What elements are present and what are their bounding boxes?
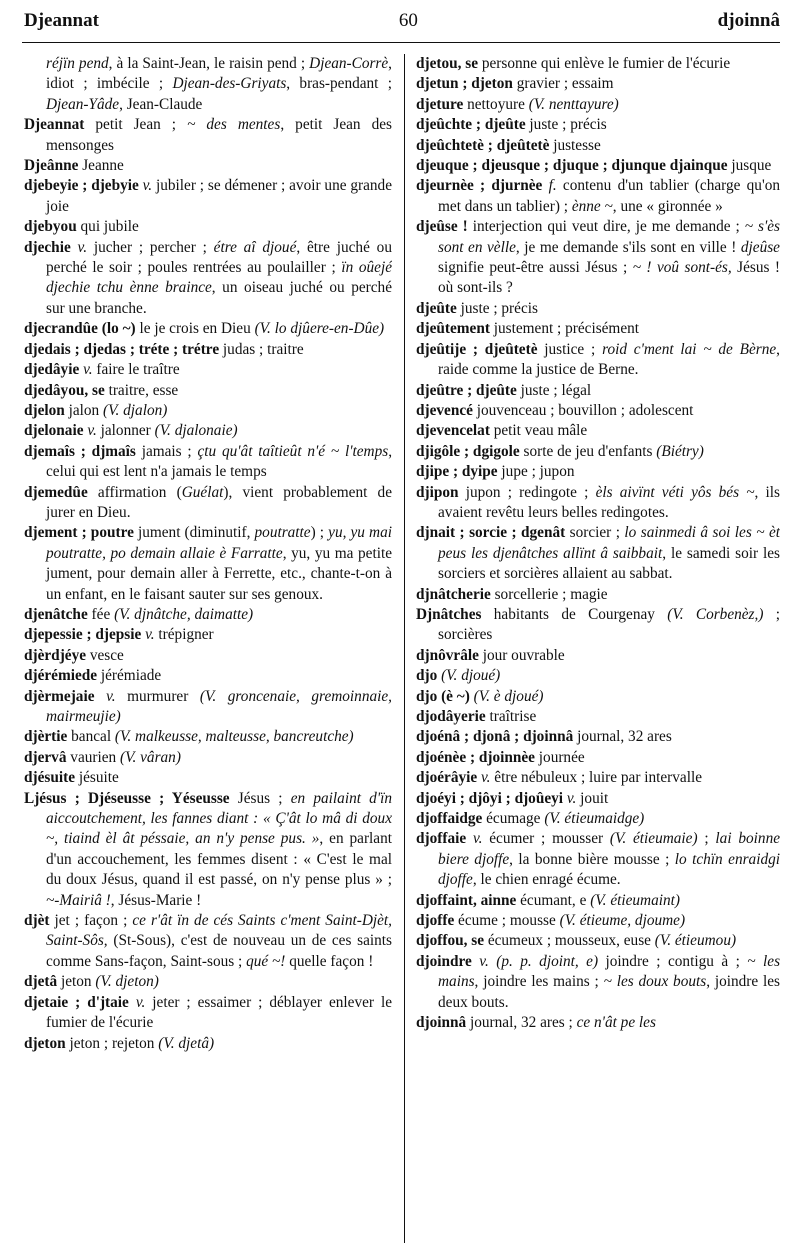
dictionary-entry <box>416 768 780 788</box>
entry-text: Jésus ! où sont-ils ? <box>438 259 780 297</box>
dictionary-entry <box>416 789 780 809</box>
italic-text: (V. groncenaie, gremoinnaie, mairmeujie) <box>46 687 392 725</box>
headword: Ljésus ; Djéseusse ; Yéseusse <box>24 789 230 807</box>
dictionary-entry <box>416 891 780 911</box>
headword: djoindre <box>416 952 472 970</box>
headword: Djeânne <box>24 157 79 175</box>
entry-text: signifie peut-être aussi Jésus ; <box>438 259 633 277</box>
italic-text: ènne ~ <box>571 197 613 215</box>
dictionary-entry <box>416 523 780 584</box>
italic-text: (V. étieumaie) <box>609 830 698 848</box>
entry-text: qui jubile <box>76 218 139 236</box>
entry-text: habitants de Courgenay <box>481 605 668 623</box>
italic-text: djeûse <box>740 238 780 256</box>
italic-text: Guélat <box>181 483 224 501</box>
entry-text: juste ; légal <box>516 381 592 399</box>
dictionary-entry <box>416 95 780 115</box>
dictionary-entry <box>416 421 780 441</box>
entry-text: vesce <box>86 646 124 664</box>
entry-text: faire le traître <box>92 361 180 379</box>
dictionary-entry <box>416 136 780 156</box>
entry-text <box>95 688 107 705</box>
dictionary-entry <box>416 646 780 666</box>
dictionary-entry <box>24 666 392 686</box>
dictionary-entry <box>24 54 392 115</box>
entry-text: jésuite <box>75 769 119 787</box>
dictionary-entry <box>416 931 780 951</box>
dictionary-entry <box>416 666 780 686</box>
italic-text: v. <box>472 830 483 848</box>
dictionary-entry <box>24 319 392 339</box>
dictionary-entry <box>24 768 392 788</box>
headword: djèt <box>24 912 50 930</box>
page-number: 60 <box>398 10 418 31</box>
italic-text: (V. étieume, djoume) <box>559 912 686 930</box>
entry-text: , le samedi soir les sorciers et sorcières allaient au sabbat. <box>438 544 780 583</box>
entry-text: jeton <box>57 973 96 991</box>
italic-text: en pailaint d'ïn aiccoutchement, les fannes diant : « Ç'ât lo mâ di doux ~, tiaind èl ât péssaie, an n'y pense pus. » <box>46 789 392 848</box>
dictionary-entry <box>24 687 392 728</box>
left-running-head: Djeannat <box>24 10 99 31</box>
entry-text: juste ; précis <box>456 299 538 317</box>
headword: djo <box>416 667 438 685</box>
headword: djnôvrâle <box>416 646 479 664</box>
entry-text: petit Jean ; <box>84 116 188 134</box>
headword: djevencelat <box>416 422 490 440</box>
italic-text: (V. étieumou) <box>654 932 737 950</box>
italic-text: ~-Mairiâ ! <box>46 891 111 909</box>
headword: djèrtie <box>24 728 68 746</box>
dictionary-entry <box>24 605 392 625</box>
entry-text: journal, 32 ares <box>573 728 672 746</box>
dictionary-entry <box>416 911 780 931</box>
italic-text: (V. djeton) <box>95 973 159 991</box>
headword: djoffe <box>416 912 455 930</box>
dictionary-entry <box>416 727 780 747</box>
entry-text: , une « gironnée » <box>612 197 723 215</box>
headword: djoérâyie <box>416 769 478 787</box>
headword: djechie <box>24 238 71 256</box>
headword: djèrdjéye <box>24 646 87 664</box>
entry-text: jument (diminutif, <box>133 524 255 542</box>
dictionary-entry <box>416 687 780 707</box>
dictionary-entry <box>24 217 392 237</box>
entry-text <box>71 239 78 256</box>
headword: djedâyou, se <box>24 381 105 399</box>
entry-text: justement ; précisément <box>489 320 640 338</box>
dictionary-entry <box>416 299 780 319</box>
italic-text: (V. djalon) <box>103 401 168 419</box>
italic-text: poutratte <box>254 524 311 542</box>
headword: djepessie ; djepsie <box>24 626 142 644</box>
dictionary-entry <box>416 340 780 381</box>
italic-text: (V. nenttayure) <box>528 95 619 113</box>
headword: djemedûe <box>24 483 88 501</box>
headword: djeûse ! <box>416 218 468 236</box>
column-divider <box>404 54 405 1243</box>
dictionary-entry <box>416 74 780 94</box>
italic-text: v. <box>83 361 93 379</box>
italic-text: ce n'ât pe les <box>576 1014 656 1032</box>
headword: djeûchtetè ; djeûtetè <box>416 136 550 154</box>
entry-text: ; sorcières <box>438 605 780 644</box>
italic-text: v. <box>145 626 155 644</box>
entry-text: écumeux ; mousseux, euse <box>484 932 655 950</box>
dictionary-entry <box>416 605 780 646</box>
headword: djebeyie ; djebyie <box>24 177 139 195</box>
dictionary-entry <box>416 381 780 401</box>
entry-text: jalonner <box>96 422 155 440</box>
headword: djedais ; djedas ; tréte ; trétre <box>24 340 220 358</box>
dictionary-entry <box>24 727 392 747</box>
headword: Djnâtches <box>416 605 482 623</box>
entry-text: écumer ; mousser <box>482 830 610 848</box>
headword: djoffaie <box>416 830 467 848</box>
italic-text: v. (p. p. djoint, e) <box>479 952 599 970</box>
entry-text: , être juché ou perché le soir ; poules rentrées au poulailler ; <box>46 238 392 277</box>
dictionary-entry <box>416 809 780 829</box>
italic-text: Djean-Yâde <box>46 95 120 113</box>
italic-text: (V. étieumaint) <box>590 891 680 909</box>
headword: djo (è ~) <box>416 687 470 705</box>
italic-text: ~ les doux bouts <box>603 973 707 991</box>
headword: djoffaidge <box>416 810 483 828</box>
dictionary-entry <box>24 993 392 1034</box>
entry-text: , Jean-Claude <box>119 95 203 113</box>
entry-text: contenu d'un tablier (charge qu'on met dans un tablier) ; <box>438 177 780 215</box>
dictionary-entry <box>416 585 780 605</box>
dictionary-entry <box>24 911 392 972</box>
italic-text: (Biétry) <box>656 442 704 460</box>
entry-text: affirmation ( <box>87 483 182 501</box>
headword: djipon <box>416 483 459 501</box>
entry-text: (St-Sous), c'est de nouveau un de ces saints comme Sans-façon, Saint-sous ; <box>46 932 392 970</box>
entry-text: fée <box>87 605 115 623</box>
headword: djedâyie <box>24 361 80 379</box>
italic-text: (V. Corbenèz,) <box>667 605 764 623</box>
headword: djoéyi ; djôyi ; djoûeyi <box>416 789 564 807</box>
entry-text: ; <box>697 830 716 848</box>
entry-text: , le chien enragé écume. <box>472 871 621 889</box>
headword: djelon <box>24 401 65 419</box>
entry-text: , petit Jean des mensonges <box>46 116 392 154</box>
dictionary-entry <box>24 789 392 911</box>
headword: djebyou <box>24 218 77 236</box>
dictionary-entry <box>24 646 392 666</box>
italic-text: (V. djnâtche, daimatte) <box>114 605 254 623</box>
headword: djèrmejaie <box>24 687 95 705</box>
entry-text: , yu, yu ma petite jument, pour demain aller à Ferrette, etc., chante-t-on à un enfant, en le faisant sauter sur ses genoux. <box>46 544 392 603</box>
italic-text: ~ ! voû sont-és, <box>632 259 732 277</box>
italic-text: lai boinne biere djoffe <box>438 830 780 868</box>
dictionary-entry <box>416 176 780 217</box>
page-header <box>24 10 780 40</box>
entry-text: , à la Saint-Jean, le raisin pend ; <box>108 55 310 72</box>
entry-text: murmurer <box>115 687 200 705</box>
entry-text: traîtrise <box>485 708 537 725</box>
headword: djeûchte ; djeûte <box>416 116 526 134</box>
dictionary-entry <box>24 156 392 176</box>
dictionary-entry <box>24 360 392 380</box>
entry-text: sorcier ; <box>565 524 625 542</box>
italic-text: f. <box>548 177 557 195</box>
italic-text: v. <box>135 993 146 1011</box>
headword: djelonaie <box>24 422 84 440</box>
entry-text: jupe ; jupon <box>497 463 575 481</box>
dictionary-entry <box>24 401 392 421</box>
header-rule <box>22 42 780 43</box>
dictionary-entry <box>416 829 780 890</box>
dictionary-entry <box>24 483 392 524</box>
entry-text <box>466 830 473 847</box>
italic-text: (V. djalonaie) <box>154 422 238 440</box>
entry-text: jubiler ; se démener ; avoir une grande joie <box>46 177 392 215</box>
entry-text: ) ; <box>310 524 329 542</box>
entry-text: sorcellerie ; magie <box>490 585 608 603</box>
italic-text: v. <box>481 769 491 787</box>
dictionary-entry <box>24 238 392 320</box>
italic-text: (V. malkeusse, malteusse, bancreutche) <box>114 728 354 746</box>
entry-text: jeter ; essaimer ; déblayer enlever le fumier de l'écurie <box>46 993 392 1032</box>
headword: djeture <box>416 95 464 113</box>
dictionary-entry <box>416 54 780 74</box>
headword: djoffaint, ainne <box>416 891 517 909</box>
italic-text: v. <box>106 687 116 705</box>
entry-text: , joindre les mains ; <box>474 973 604 991</box>
entry-text: ), vient probablement de jurer en Dieu. <box>46 483 392 521</box>
headword: djoinnâ <box>416 1014 467 1032</box>
entry-text: petit veau mâle <box>489 422 588 440</box>
dictionary-entry <box>24 340 392 360</box>
italic-text: (V. lo djûere-en-Dûe) <box>254 320 385 338</box>
entry-text: interjection qui veut dire, je me demande ; <box>467 218 745 236</box>
entry-text: Jeanne <box>78 157 124 175</box>
entry-text: , en parlant d'un accouchement, les femmes disent : « C'est le mal du doux Jésus, quand il est passé, on n'y pense plus » ; <box>46 830 392 889</box>
italic-text: réjïn pend <box>46 55 109 72</box>
headword: djérémiede <box>24 667 98 685</box>
dictionary-entry <box>24 972 392 992</box>
entry-text: gravier ; essaim <box>512 75 614 93</box>
dictionary-entry <box>24 523 392 605</box>
headword: djeûte <box>416 299 457 317</box>
entry-text: écumage <box>482 810 545 828</box>
italic-text: (V. vâran) <box>120 748 181 766</box>
headword: djetâ <box>24 973 58 991</box>
entry-text: jour ouvrable <box>478 646 565 664</box>
dictionary-entry <box>416 401 780 421</box>
headword: djervâ <box>24 748 67 766</box>
entry-text: sorte de jeu d'enfants <box>519 442 657 460</box>
entry-text: , joindre les deux bouts. <box>438 973 780 1011</box>
entry-text: justesse <box>549 136 601 154</box>
entry-text: le je crois en Dieu <box>135 320 255 338</box>
italic-text: èls aivïnt véti yôs bés ~ <box>595 483 755 501</box>
headword: Djeannat <box>24 116 85 134</box>
italic-text: yu, yu mai poutratte, po demain allaie è Farratte <box>46 524 392 562</box>
headword: djement ; poutre <box>24 524 134 542</box>
headword: djeûtre ; djeûte <box>416 381 517 399</box>
entry-text <box>129 994 136 1011</box>
entry-text: quelle façon ! <box>285 952 374 970</box>
dictionary-entry <box>416 483 780 524</box>
headword: djésuite <box>24 769 75 787</box>
entry-text: être nébuleux ; luire par intervalle <box>490 769 702 787</box>
entry-text: , Jésus-Marie ! <box>110 891 202 909</box>
entry-text: juste ; précis <box>525 116 607 134</box>
headword: djigôle ; dgigole <box>416 442 520 460</box>
italic-text: Djean-des-Griyats <box>172 75 287 93</box>
entry-text: vaurien <box>66 748 121 766</box>
left-column <box>24 54 392 1245</box>
entry-text: , je me demande s'ils sont en ville ! <box>515 238 741 256</box>
entry-text: , un oiseau juché ou perché sur une branche. <box>46 279 392 317</box>
right-column <box>416 54 780 1245</box>
dictionary-entry <box>416 442 780 462</box>
headword: djeûtement <box>416 320 490 338</box>
entry-text: jamais ; <box>135 442 198 460</box>
italic-text: Djean-Corrè <box>309 55 389 72</box>
italic-text: çtu qu'ât taîtieût n'é ~ l'temps <box>197 442 389 460</box>
entry-text: journal, 32 ares ; <box>466 1014 577 1032</box>
entry-text: , celui qui est lent n'a jamais le temps <box>46 442 392 481</box>
entry-text: jouvenceau ; bouvillon ; adolescent <box>472 401 694 419</box>
italic-text: ~ des mentes <box>187 116 281 134</box>
headword: djodâyerie <box>416 708 486 725</box>
entry-text: justice ; <box>537 340 603 358</box>
dictionary-entry <box>24 748 392 768</box>
entry-text: journée <box>534 748 585 766</box>
entry-text: jalon <box>64 401 104 419</box>
entry-text: nettoyure <box>463 95 529 113</box>
dictionary-entry <box>24 421 392 441</box>
entry-text: bancal <box>67 728 115 746</box>
entry-text: jeton ; rejeton <box>65 1034 159 1052</box>
italic-text: lo tchïn enraidgi djoffe <box>438 850 780 889</box>
headword: djeton <box>24 1034 66 1052</box>
dictionary-entry <box>416 748 780 768</box>
dictionary-entry <box>416 952 780 1013</box>
dictionary-entry <box>416 217 780 299</box>
entry-text: jet ; façon ; <box>49 912 133 930</box>
headword: djoénâ ; djonâ ; djoinnâ <box>416 728 574 746</box>
italic-text: v. <box>77 238 88 256</box>
dictionary-entry <box>24 381 392 401</box>
entry-text: personne qui enlève le fumier de l'écurie <box>478 55 731 72</box>
right-running-head: djoinnâ <box>717 10 780 31</box>
headword: djenâtche <box>24 605 88 623</box>
entry-text: jérémiade <box>97 667 162 685</box>
entry-text: judas ; traitre <box>219 340 304 358</box>
headword: djnâtcherie <box>416 585 491 603</box>
italic-text: (V. djetâ) <box>158 1034 215 1052</box>
headword: djoénèe ; djoinnèe <box>416 748 535 766</box>
headword: djeurnèe ; djurnèe <box>416 177 543 195</box>
entry-text: , ils avaient revêtu leurs belles redingotes. <box>438 483 780 521</box>
italic-text: (V. djoué) <box>441 667 501 685</box>
entry-text: Jésus ; <box>229 789 291 807</box>
headword: djecrandûe (lo ~) <box>24 320 136 338</box>
entry-text: , la bonne bière mousse ; <box>509 850 675 868</box>
italic-text: ce r'ât ïn de cés Saints c'ment Saint-Djèt, Saint-Sôs, <box>46 912 392 950</box>
entry-text: jucher ; percher ; <box>87 238 214 256</box>
headword: djemaîs ; djmaîs <box>24 442 136 460</box>
italic-text: étre aî djoué <box>213 238 297 256</box>
italic-text: (V. étieumaidge) <box>544 810 645 828</box>
entry-text: , idiot ; imbécile ; <box>46 55 392 93</box>
italic-text: lo sainmedi â soi les ~ èt peus les djenâtches allïnt â saibbait <box>438 524 780 562</box>
dictionary-entry <box>24 442 392 483</box>
italic-text: roid c'ment lai ~ de Bèrne <box>602 340 777 358</box>
entry-text: jouit <box>576 789 609 807</box>
dictionary-entry <box>24 176 392 217</box>
headword: djetun ; djeton <box>416 75 513 93</box>
entry-text: joindre ; contigu à ; <box>598 952 748 970</box>
dictionary-entry <box>416 319 780 339</box>
entry-text: trépigner <box>154 626 214 644</box>
italic-text: (V. è djoué) <box>473 687 544 705</box>
entry-text: , raide comme la justice de Berne. <box>438 340 780 379</box>
dictionary-entry <box>416 115 780 135</box>
entry-text: jusque <box>727 157 772 175</box>
dictionary-entry <box>416 462 780 482</box>
entry-text: jupon ; redingote ; <box>458 483 596 501</box>
entry-text: traitre, esse <box>104 381 179 399</box>
headword: djipe ; dyipe <box>416 463 498 481</box>
headword: djeuque ; djeusque ; djuque ; djunque djainque <box>416 157 728 175</box>
dictionary-entry <box>24 625 392 645</box>
dictionary-entry <box>24 1034 392 1054</box>
headword: djetou, se <box>416 55 479 72</box>
headword: djevencé <box>416 401 473 419</box>
italic-text: ~ les mains <box>438 952 780 991</box>
headword: djeûtije ; djeûtetè <box>416 340 538 358</box>
headword: djnait ; sorcie ; dgenât <box>416 524 566 542</box>
italic-text: ïn oûejé djechie tchu ènne braince <box>46 259 392 297</box>
dictionary-entry <box>416 1013 780 1033</box>
dictionary-entry <box>416 156 780 176</box>
dictionary-entry <box>24 115 392 156</box>
italic-text: v. <box>142 177 153 195</box>
entry-text: écume ; mousse <box>454 912 560 930</box>
italic-text: qué ~! <box>246 952 286 970</box>
italic-text: ~ s'ès sont en vèlle <box>438 218 780 256</box>
italic-text: v. <box>87 422 97 440</box>
headword: djoffou, se <box>416 932 484 950</box>
entry-text: écumant, e <box>516 891 591 909</box>
entry-text: , bras-pendant ; <box>286 75 392 93</box>
headword: djetaie ; d'jtaie <box>24 993 129 1011</box>
italic-text: v. <box>566 789 577 807</box>
dictionary-entry <box>416 707 780 727</box>
